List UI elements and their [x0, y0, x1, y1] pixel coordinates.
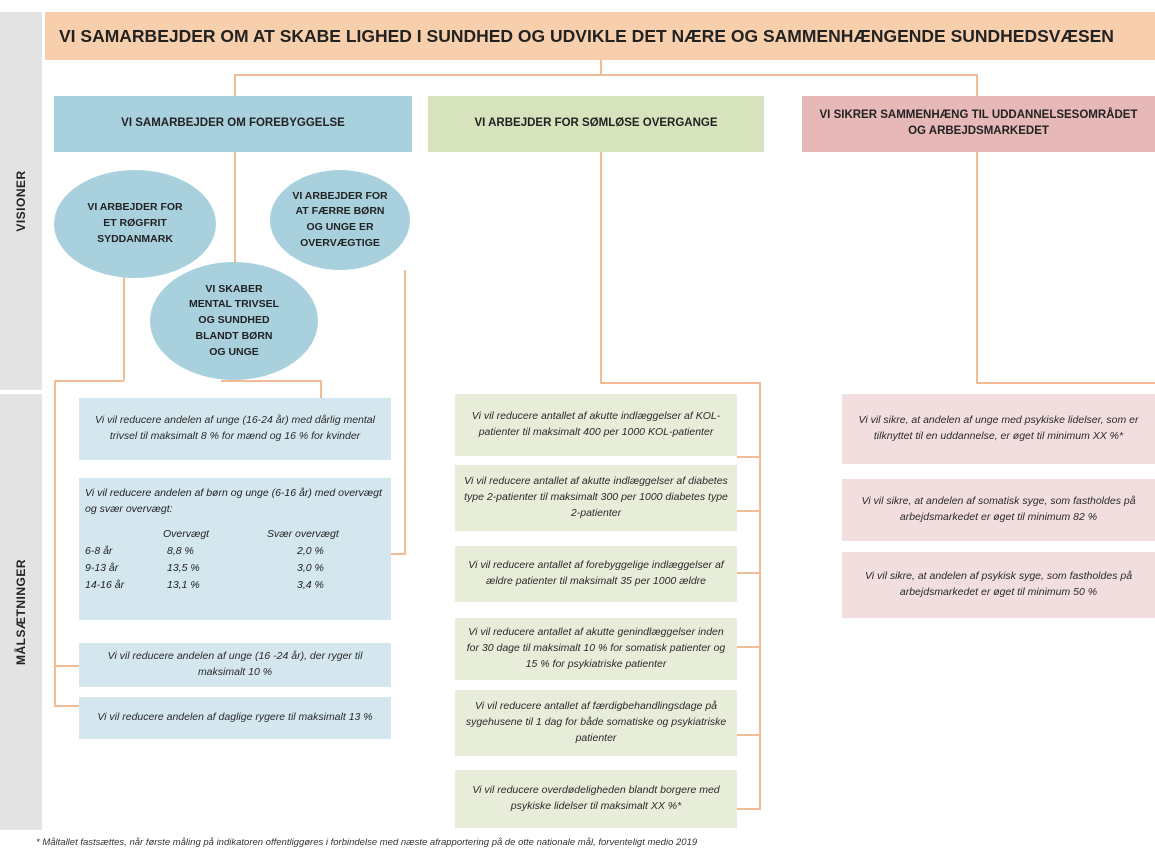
goal-kol: Vi vil reducere antallet af akutte indlæggelser af KOL-patienter til maksimalt 400 per 1000 KOL-patienter [455, 394, 737, 456]
vision-overweight-ellipse: VI ARBEJDER FOR AT FÆRRE BØRN OG UNGE ER OVERVÆGTIGE [270, 170, 410, 270]
goal-youth-smoking: Vi vil reducere andelen af unge (16 -24 år), der ryger til maksimalt 10 % [79, 643, 391, 687]
table-cell-age: 9-13 år [85, 561, 119, 574]
goal-overweight-intro: Vi vil reducere andelen af børn og unge (6-16 år) med overvægt og svær overvægt: [85, 487, 382, 515]
side-label-maalsaetninger: MÅLSÆTNINGER [14, 559, 28, 665]
table-cell-svaer: 3,4 % [297, 578, 324, 591]
table-cell-overvaegt: 13,5 % [167, 561, 200, 574]
column-header-education: VI SIKRER SAMMENHÆNG TIL UDDANNELSESOMRÅDET OG ARBEJDSMARKEDET [802, 96, 1155, 152]
table-header-overvaegt: Overvægt [163, 527, 210, 540]
footnote: * Måltallet fastsættes, når første måling på indikatoren offentliggøres i forbindelse med næste afrapportering på de otte nationale mål, forventeligt medio 2019 [36, 837, 698, 848]
goal-elderly: Vi vil reducere antallet af forebyggelige indlæggelser af ældre patienter til maksimalt 35 per 1000 ældre [455, 546, 737, 602]
table-header-empty [85, 526, 155, 543]
vision-smokefree-ellipse: VI ARBEJDER FOR ET RØGFRIT SYDDANMARK [54, 170, 216, 278]
goal-overweight-box [79, 478, 391, 620]
main-vision-banner: VI SAMARBEJDER OM AT SKABE LIGHED I SUNDHED OG UDVIKLE DET NÆRE OG SAMMENHÆNGENDE SUNDHEDSVÆSEN [45, 12, 1155, 60]
overweight-table [85, 526, 385, 594]
goal-diabetes: Vi vil reducere antallet af akutte indlæggelser af diabetes type 2-patienter til maksimalt 300 per 1000 diabetes type 2-patienter [455, 465, 737, 531]
table-cell-svaer: 3,0 % [297, 561, 324, 574]
goal-somatic-labour: Vi vil sikre, at andelen af somatisk syge, som fastholdes på arbejdsmarkedet er øget til minimum 82 % [842, 479, 1155, 541]
table-header-svaer-overvaegt: Svær overvægt [267, 527, 339, 540]
sidebar-maalsaetninger [0, 394, 42, 830]
table-cell-age: 14-16 år [85, 578, 125, 591]
table-cell-svaer: 2,0 % [297, 544, 324, 557]
goal-readmissions: Vi vil reducere antallet af akutte genindlæggelser inden for 30 dage til maksimalt 10 % for somatisk patienter og 15 % for psykiatriske patienter [455, 618, 737, 680]
table-cell-age: 6-8 år [85, 544, 113, 557]
goal-excess-mortality: Vi vil reducere overdødeligheden blandt borgere med psykiske lidelser til maksimalt XX %* [455, 770, 737, 828]
table-cell-overvaegt: 13,1 % [167, 578, 200, 591]
sidebar-visioner [0, 12, 42, 390]
side-label-visioner: VISIONER [14, 170, 28, 232]
column-header-prevention: VI SAMARBEJDER OM FOREBYGGELSE [54, 96, 412, 152]
goal-treatment-days: Vi vil reducere antallet af færdigbehandlingsdage på sygehusene til 1 dag for både somatiske og psykiatriske patienter [455, 690, 737, 756]
goal-education: Vi vil sikre, at andelen af unge med psykiske lidelser, som er tilknyttet til en uddannelse, er øget til minimum XX %* [842, 394, 1155, 464]
goal-psychiatric-labour: Vi vil sikre, at andelen af psykisk syge, som fastholdes på arbejdsmarkedet er øget til minimum 50 % [842, 552, 1155, 618]
vision-mental-ellipse: VI SKABER MENTAL TRIVSEL OG SUNDHED BLANDT BØRN OG UNGE [150, 262, 318, 380]
goal-daily-smokers: Vi vil reducere andelen af daglige rygere til maksimalt 13 % [79, 697, 391, 739]
goal-mental-wellbeing: Vi vil reducere andelen af unge (16-24 år) med dårlig mental trivsel til maksimalt 8 % for mænd og 16 % for kvinder [79, 398, 391, 460]
column-header-transitions: VI ARBEJDER FOR SØMLØSE OVERGANGE [428, 96, 764, 152]
table-cell-overvaegt: 8,8 % [167, 544, 194, 557]
